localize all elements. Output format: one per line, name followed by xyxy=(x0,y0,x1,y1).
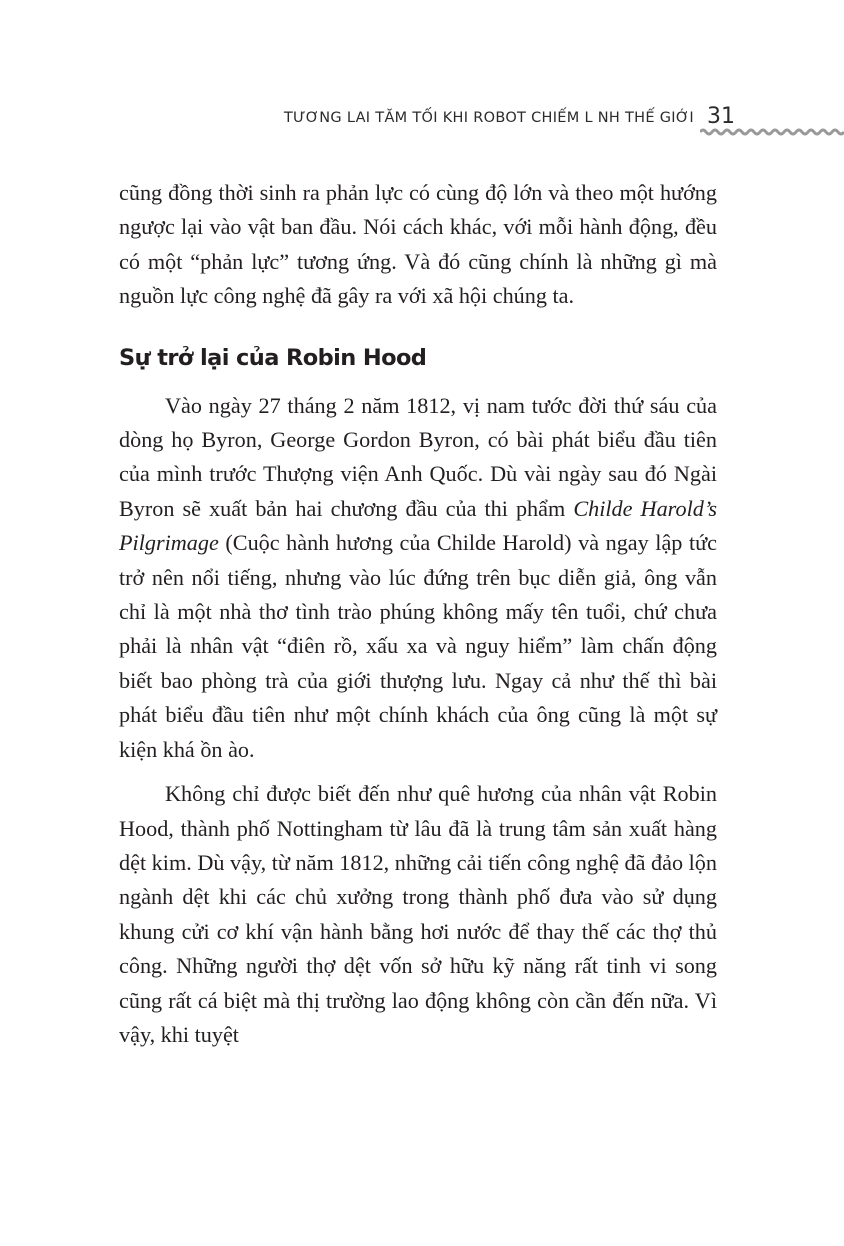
running-header xyxy=(0,104,844,144)
paragraph-1-text-b: (Cuộc hành hương của Childe Harold) và ngay lập tức trở nên nổi tiếng, nhưng vào lúc đứng trên bục diễn giả, ông vẫn chỉ là một nhà thơ tình trào phúng không mấy tên tuổi, chứ chưa phải là nhân vật “điên rồ, xấu xa và nguy hiểm” làm chấn động biết bao phòng trà của giới thượng lưu. Ngay cả như thế thì bài phát biểu đầu tiên như một chính khách của ông cũng là một sự kiện khá ồn ào. xyxy=(119,530,717,762)
continuation-paragraph: cũng đồng thời sinh ra phản lực có cùng độ lớn và theo một hướng ngược lại vào vật ban đầu. Nói cách khác, với mỗi hành động, đều có một “phản lực” tương ứng. Và đó cũng chính là những gì mà nguồn lực công nghệ đã gây ra với xã hội chúng ta. xyxy=(119,180,717,309)
section-heading: Sự trở lại của Robin Hood xyxy=(119,344,427,371)
page-number: 31 xyxy=(707,104,735,129)
book-title-italic: Childe Harold’s Pilgrimage xyxy=(119,495,717,556)
running-title: TƯƠNG LAI TĂM TỐI KHI ROBOT CHIẾM L NH THẾ GIỚI xyxy=(283,110,694,126)
paragraph-1-text-a: Vào ngày 27 tháng 2 năm 1812, vị nam tước đời thứ sáu của dòng họ Byron, George Gordon Byron, có bài phát biểu đầu tiên của mình trước Thượng viện Anh Quốc. Dù vài ngày sau đó Ngài Byron sẽ xuất bản hai chương đầu của thi phẩm xyxy=(119,392,717,521)
paragraph-2: Không chỉ được biết đến như quê hương của nhân vật Robin Hood, thành phố Nottingham từ lâu đã là trung tâm sản xuất hàng dệt kim. Dù vậy, từ năm 1812, những cải tiến công nghệ đã đảo lộn ngành dệt khi các chủ xưởng trong thành phố đưa vào sử dụng khung cửi cơ khí vận hành bằng hơi nước để thay thế các thợ thủ công. Những người thợ dệt vốn sở hữu kỹ năng rất tinh vi song cũng rất cá biệt mà thị trường lao động không còn cần đến nữa. Vì vậy, khi tuyệt xyxy=(119,781,717,1047)
page-body xyxy=(119,176,717,1052)
paragraph-1 xyxy=(119,389,717,767)
